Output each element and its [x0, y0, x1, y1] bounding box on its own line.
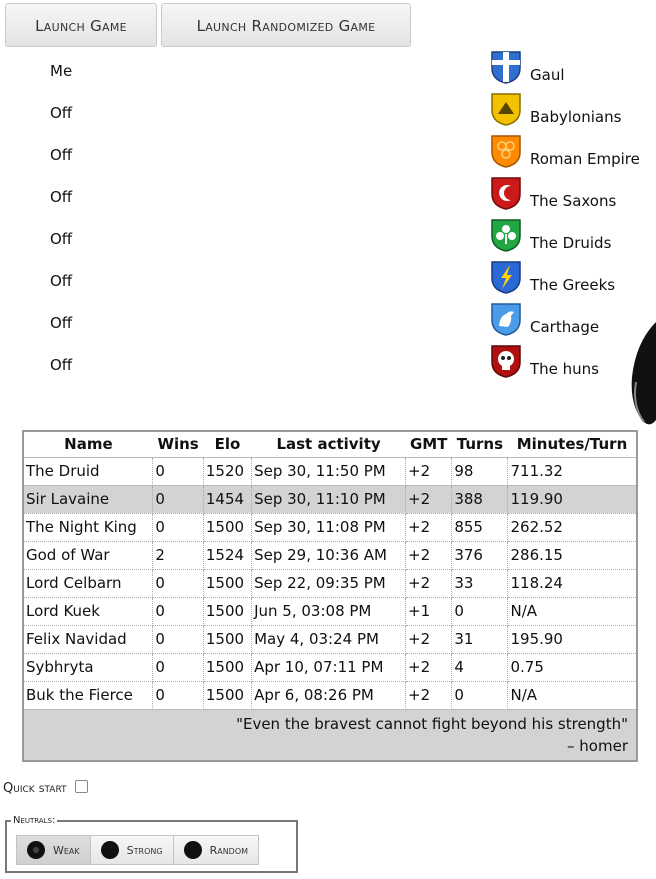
cell-minutes-per-turn: N/A	[508, 597, 637, 625]
cell-last-activity: May 4, 03:24 PM	[252, 625, 406, 653]
cell-elo: 1500	[203, 513, 251, 541]
carthage-shield-icon	[490, 302, 522, 336]
cell-name: Sybhryta	[23, 653, 153, 681]
cell-turns: 33	[452, 569, 508, 597]
cell-wins: 0	[153, 485, 204, 513]
cell-wins: 0	[153, 513, 204, 541]
players-table	[22, 430, 638, 762]
quote-author: – homer	[567, 736, 628, 755]
cell-minutes-per-turn: 119.90	[508, 485, 637, 513]
cell-last-activity: Sep 29, 10:36 AM	[252, 541, 406, 569]
table-row[interactable]	[23, 681, 637, 709]
cell-elo: 1520	[203, 457, 251, 485]
cell-wins: 0	[153, 625, 204, 653]
cell-turns: 0	[452, 681, 508, 709]
slot-6[interactable]: Off	[50, 272, 73, 290]
table-row-selected[interactable]	[23, 485, 637, 513]
cell-last-activity: Apr 10, 07:11 PM	[252, 653, 406, 681]
civ-name: Roman Empire	[530, 150, 640, 168]
option-label: Weak	[53, 843, 80, 857]
civ-name: The Greeks	[530, 276, 616, 294]
cell-last-activity: Sep 30, 11:10 PM	[252, 485, 406, 513]
neutrals-option-random[interactable]	[174, 835, 259, 865]
col-wins[interactable]: Wins	[153, 431, 204, 457]
cell-minutes-per-turn: 118.24	[508, 569, 637, 597]
table-row[interactable]	[23, 597, 637, 625]
cell-minutes-per-turn: 0.75	[508, 653, 637, 681]
cell-name: Sir Lavaine	[23, 485, 153, 513]
cell-wins: 0	[153, 681, 204, 709]
cell-gmt: +2	[406, 653, 452, 681]
decorative-shape-icon	[626, 322, 656, 432]
saxons-shield-icon	[490, 176, 522, 210]
quote-text: "Even the bravest cannot fight beyond his strength"	[236, 714, 628, 733]
slot-8[interactable]: Off	[50, 356, 73, 374]
civ-name: Carthage	[530, 318, 600, 336]
col-last-activity[interactable]: Last activity	[252, 431, 406, 457]
launch-game-button[interactable]: Launch Game	[5, 3, 157, 47]
civ-name: Gaul	[530, 66, 565, 84]
radio-icon	[184, 841, 202, 859]
slot-7[interactable]: Off	[50, 314, 73, 332]
cell-elo: 1454	[203, 485, 251, 513]
civ-name: Babylonians	[530, 108, 622, 126]
cell-turns: 388	[452, 485, 508, 513]
cell-last-activity: Sep 30, 11:08 PM	[252, 513, 406, 541]
cell-wins: 0	[153, 653, 204, 681]
quick-start	[3, 780, 88, 796]
cell-gmt: +2	[406, 569, 452, 597]
table-row[interactable]	[23, 569, 637, 597]
cell-elo: 1500	[203, 681, 251, 709]
launch-randomized-game-button[interactable]: Launch Randomized Game	[161, 3, 411, 47]
cell-minutes-per-turn: N/A	[508, 681, 637, 709]
cell-gmt: +2	[406, 457, 452, 485]
cell-turns: 98	[452, 457, 508, 485]
cell-last-activity: Jun 5, 03:08 PM	[252, 597, 406, 625]
cell-last-activity: Sep 22, 09:35 PM	[252, 569, 406, 597]
radio-icon	[101, 841, 119, 859]
quick-start-checkbox[interactable]	[75, 780, 88, 793]
cell-name: God of War	[23, 541, 153, 569]
civ-name: The Saxons	[530, 192, 617, 210]
civ-name: The huns	[530, 360, 600, 378]
cell-gmt: +2	[406, 513, 452, 541]
cell-name: Lord Celbarn	[23, 569, 153, 597]
col-gmt[interactable]: GMT	[406, 431, 452, 457]
table-header-row	[23, 431, 637, 457]
neutrals-legend: Neutrals:	[13, 815, 56, 826]
cell-wins: 2	[153, 541, 204, 569]
cell-turns: 855	[452, 513, 508, 541]
option-label: Random	[209, 843, 249, 857]
slot-2[interactable]: Off	[50, 104, 73, 122]
cell-gmt: +2	[406, 485, 452, 513]
cell-gmt: +2	[406, 681, 452, 709]
col-name[interactable]: Name	[23, 431, 153, 457]
cell-minutes-per-turn: 286.15	[508, 541, 637, 569]
cell-name: The Druid	[23, 457, 153, 485]
greeks-shield-icon	[490, 260, 522, 294]
neutrals-option-weak[interactable]	[16, 835, 91, 865]
col-turns[interactable]: Turns	[452, 431, 508, 457]
quick-start-label: Quick start	[3, 781, 67, 796]
druids-shield-icon	[490, 218, 522, 252]
cell-turns: 376	[452, 541, 508, 569]
slot-5[interactable]: Off	[50, 230, 73, 248]
cell-turns: 4	[452, 653, 508, 681]
cell-wins: 0	[153, 457, 204, 485]
cell-wins: 0	[153, 597, 204, 625]
civ-name: The Druids	[530, 234, 612, 252]
table-row[interactable]	[23, 541, 637, 569]
neutrals-radio-group	[16, 835, 259, 865]
option-label: Strong	[126, 843, 163, 857]
col-minutes-per-turn[interactable]: Minutes/Turn	[508, 431, 637, 457]
table-row[interactable]	[23, 653, 637, 681]
cell-wins: 0	[153, 569, 204, 597]
table-row[interactable]	[23, 625, 637, 653]
huns-shield-icon	[490, 344, 522, 378]
cell-name: Felix Navidad	[23, 625, 153, 653]
quote-row	[23, 709, 637, 761]
neutrals-option-strong[interactable]	[91, 835, 174, 865]
cell-elo: 1500	[203, 569, 251, 597]
cell-elo: 1500	[203, 597, 251, 625]
cell-name: Buk the Fierce	[23, 681, 153, 709]
cell-elo: 1524	[203, 541, 251, 569]
cell-minutes-per-turn: 195.90	[508, 625, 637, 653]
slot-4[interactable]: Off	[50, 188, 73, 206]
cell-turns: 0	[452, 597, 508, 625]
cell-elo: 1500	[203, 653, 251, 681]
cell-gmt: +1	[406, 597, 452, 625]
col-elo[interactable]: Elo	[203, 431, 251, 457]
cell-gmt: +2	[406, 541, 452, 569]
cell-turns: 31	[452, 625, 508, 653]
cell-name: Lord Kuek	[23, 597, 153, 625]
cell-last-activity: Apr 6, 08:26 PM	[252, 681, 406, 709]
quote-cell	[23, 709, 637, 761]
slot-3[interactable]: Off	[50, 146, 73, 164]
table-row[interactable]	[23, 513, 637, 541]
radio-selected-icon	[27, 841, 45, 859]
neutrals-group	[5, 815, 298, 873]
slot-1[interactable]: Me	[50, 62, 73, 80]
cell-elo: 1500	[203, 625, 251, 653]
table-row[interactable]	[23, 457, 637, 485]
gaul-shield-icon	[490, 50, 522, 84]
cell-minutes-per-turn: 262.52	[508, 513, 637, 541]
babylonians-shield-icon	[490, 92, 522, 126]
cell-last-activity: Sep 30, 11:50 PM	[252, 457, 406, 485]
cell-name: The Night King	[23, 513, 153, 541]
roman-shield-icon	[490, 134, 522, 168]
cell-gmt: +2	[406, 625, 452, 653]
cell-minutes-per-turn: 711.32	[508, 457, 637, 485]
